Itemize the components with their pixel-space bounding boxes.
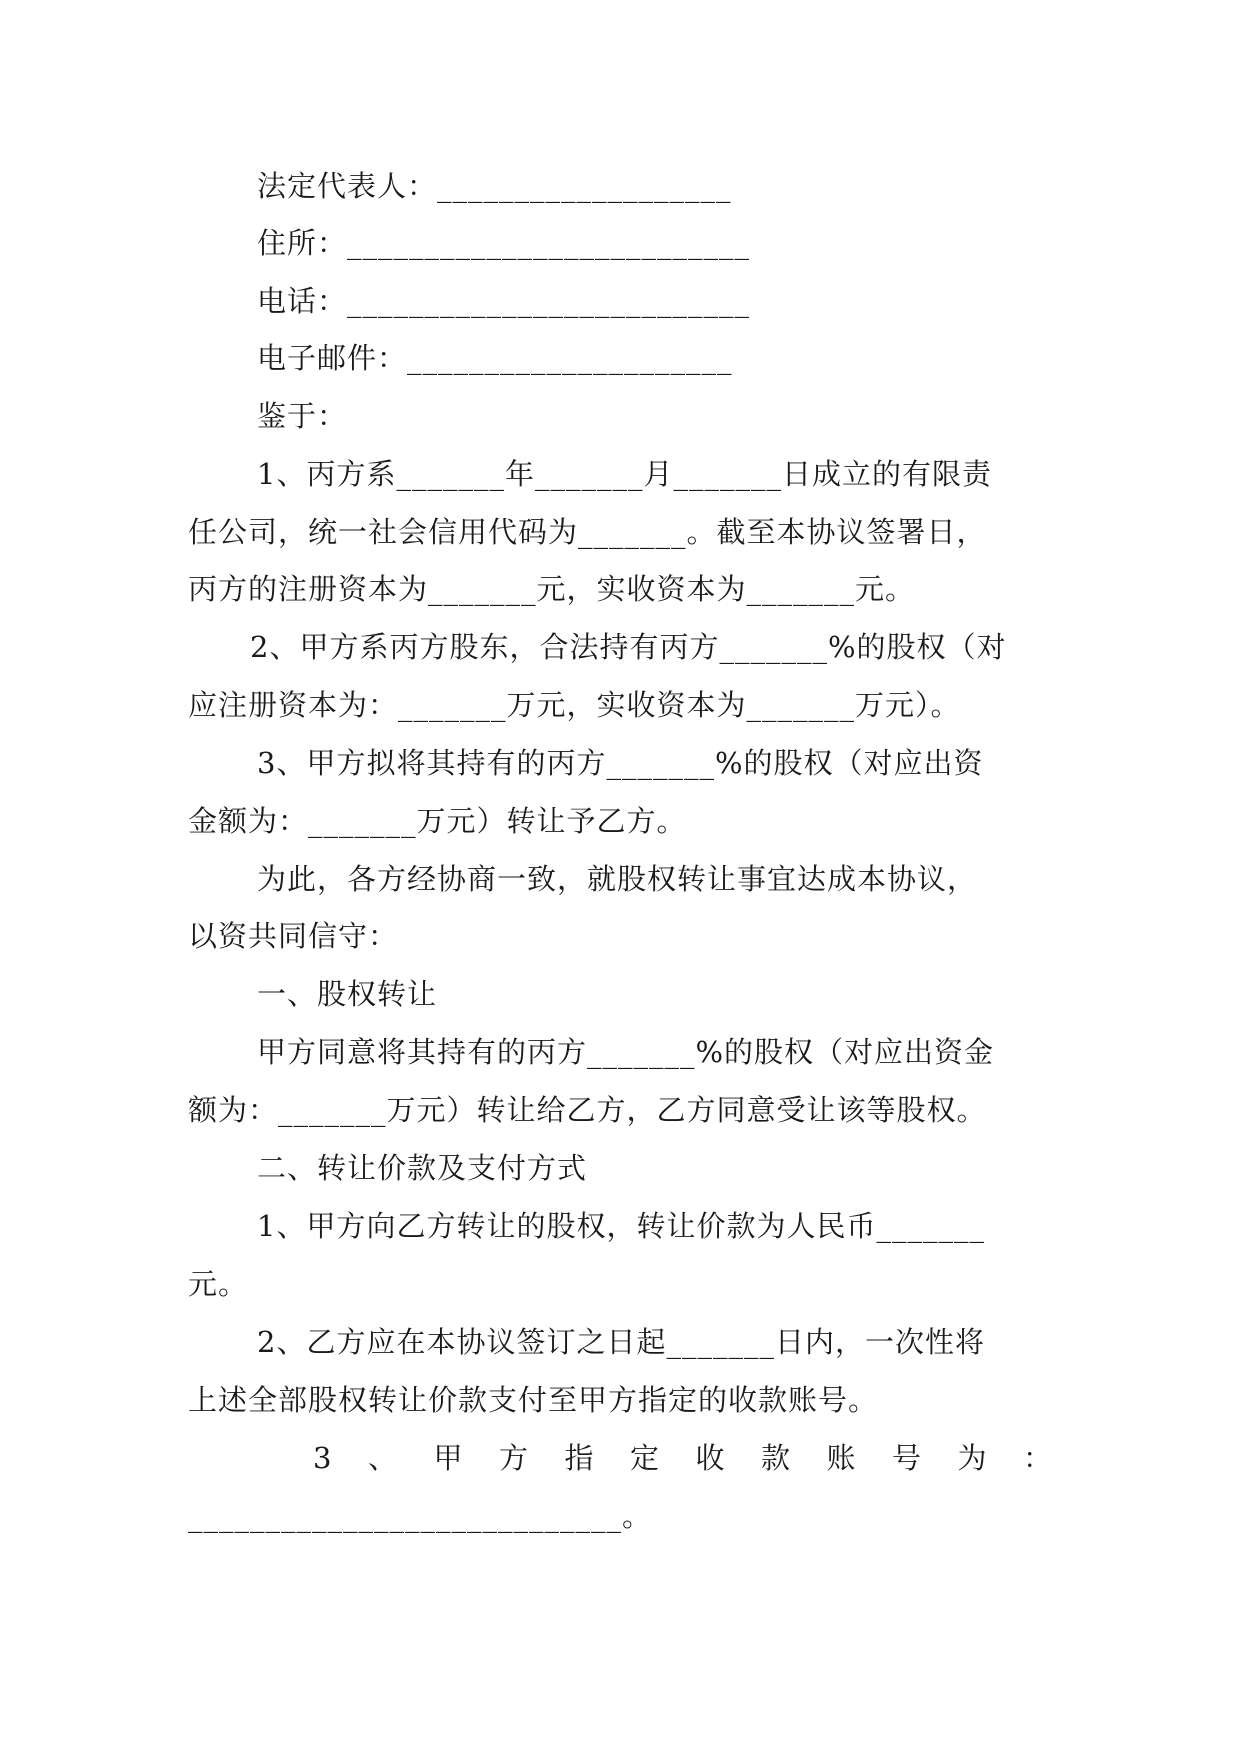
paragraph-line: 为此，各方经协商一致，就股权转让事宜达成本协议， — [257, 862, 978, 896]
account-number-blank: ____________________________。 — [188, 1499, 653, 1533]
paragraph-line: 1、丙方系_______年_______月_______日成立的有限责 — [257, 457, 992, 491]
section-heading: 二、转让价款及支付方式 — [257, 1151, 588, 1185]
spread-char: 、 — [367, 1441, 398, 1475]
section-heading: 一、股权转让 — [257, 977, 438, 1011]
paragraph-line: 3、甲方拟将其持有的丙方_______%的股权（对应出资 — [257, 746, 984, 780]
spread-char: 定 — [629, 1441, 660, 1475]
paragraph-line: 额为：_______万元）转让给乙方，乙方同意受让该等股权。 — [188, 1093, 987, 1127]
phone-line: 电话：__________________________ — [257, 284, 751, 318]
spread-char: 为 — [957, 1441, 988, 1475]
spread-char: 指 — [564, 1441, 595, 1475]
paragraph-line: 任公司，统一社会信用代码为_______。截至本协议签署日， — [188, 515, 987, 549]
spread-char: 3 — [313, 1441, 333, 1475]
paragraph-line: 丙方的注册资本为_______元，实收资本为_______元。 — [188, 572, 916, 606]
paragraph-line: 应注册资本为：_______万元，实收资本为_______万元）。 — [188, 688, 961, 722]
legal-representative-line: 法定代表人：___________________ — [257, 169, 732, 203]
paragraph-line: 2、甲方系丙方股东，合法持有丙方_______%的股权（对 — [250, 630, 1007, 664]
paragraph-line: 2、乙方应在本协议签订之日起_______日内，一次性将 — [257, 1325, 985, 1359]
spread-char: 方 — [498, 1441, 529, 1475]
spread-char: 收 — [695, 1441, 726, 1475]
address-line: 住所：__________________________ — [257, 226, 751, 260]
spread-char: 甲 — [433, 1441, 464, 1475]
paragraph-line: 甲方同意将其持有的丙方_______%的股权（对应出资金 — [257, 1035, 995, 1069]
whereas-heading: 鉴于： — [257, 399, 348, 433]
paragraph-line: 元。 — [188, 1267, 249, 1301]
spread-char: 账 — [826, 1441, 857, 1475]
spread-char: ： — [1022, 1441, 1053, 1475]
paragraph-line: 1、甲方向乙方转让的股权，转让价款为人民币_______ — [257, 1209, 985, 1243]
paragraph-line: 上述全部股权转让价款支付至甲方指定的收款账号。 — [188, 1383, 879, 1417]
spread-char: 款 — [760, 1441, 791, 1475]
paragraph-line: 金额为：_______万元）转让予乙方。 — [188, 804, 687, 838]
paragraph-line: 以资共同信守： — [188, 919, 399, 953]
account-number-line — [313, 1438, 1053, 1478]
email-line: 电子邮件：_____________________ — [257, 341, 733, 375]
spread-char: 号 — [891, 1441, 922, 1475]
